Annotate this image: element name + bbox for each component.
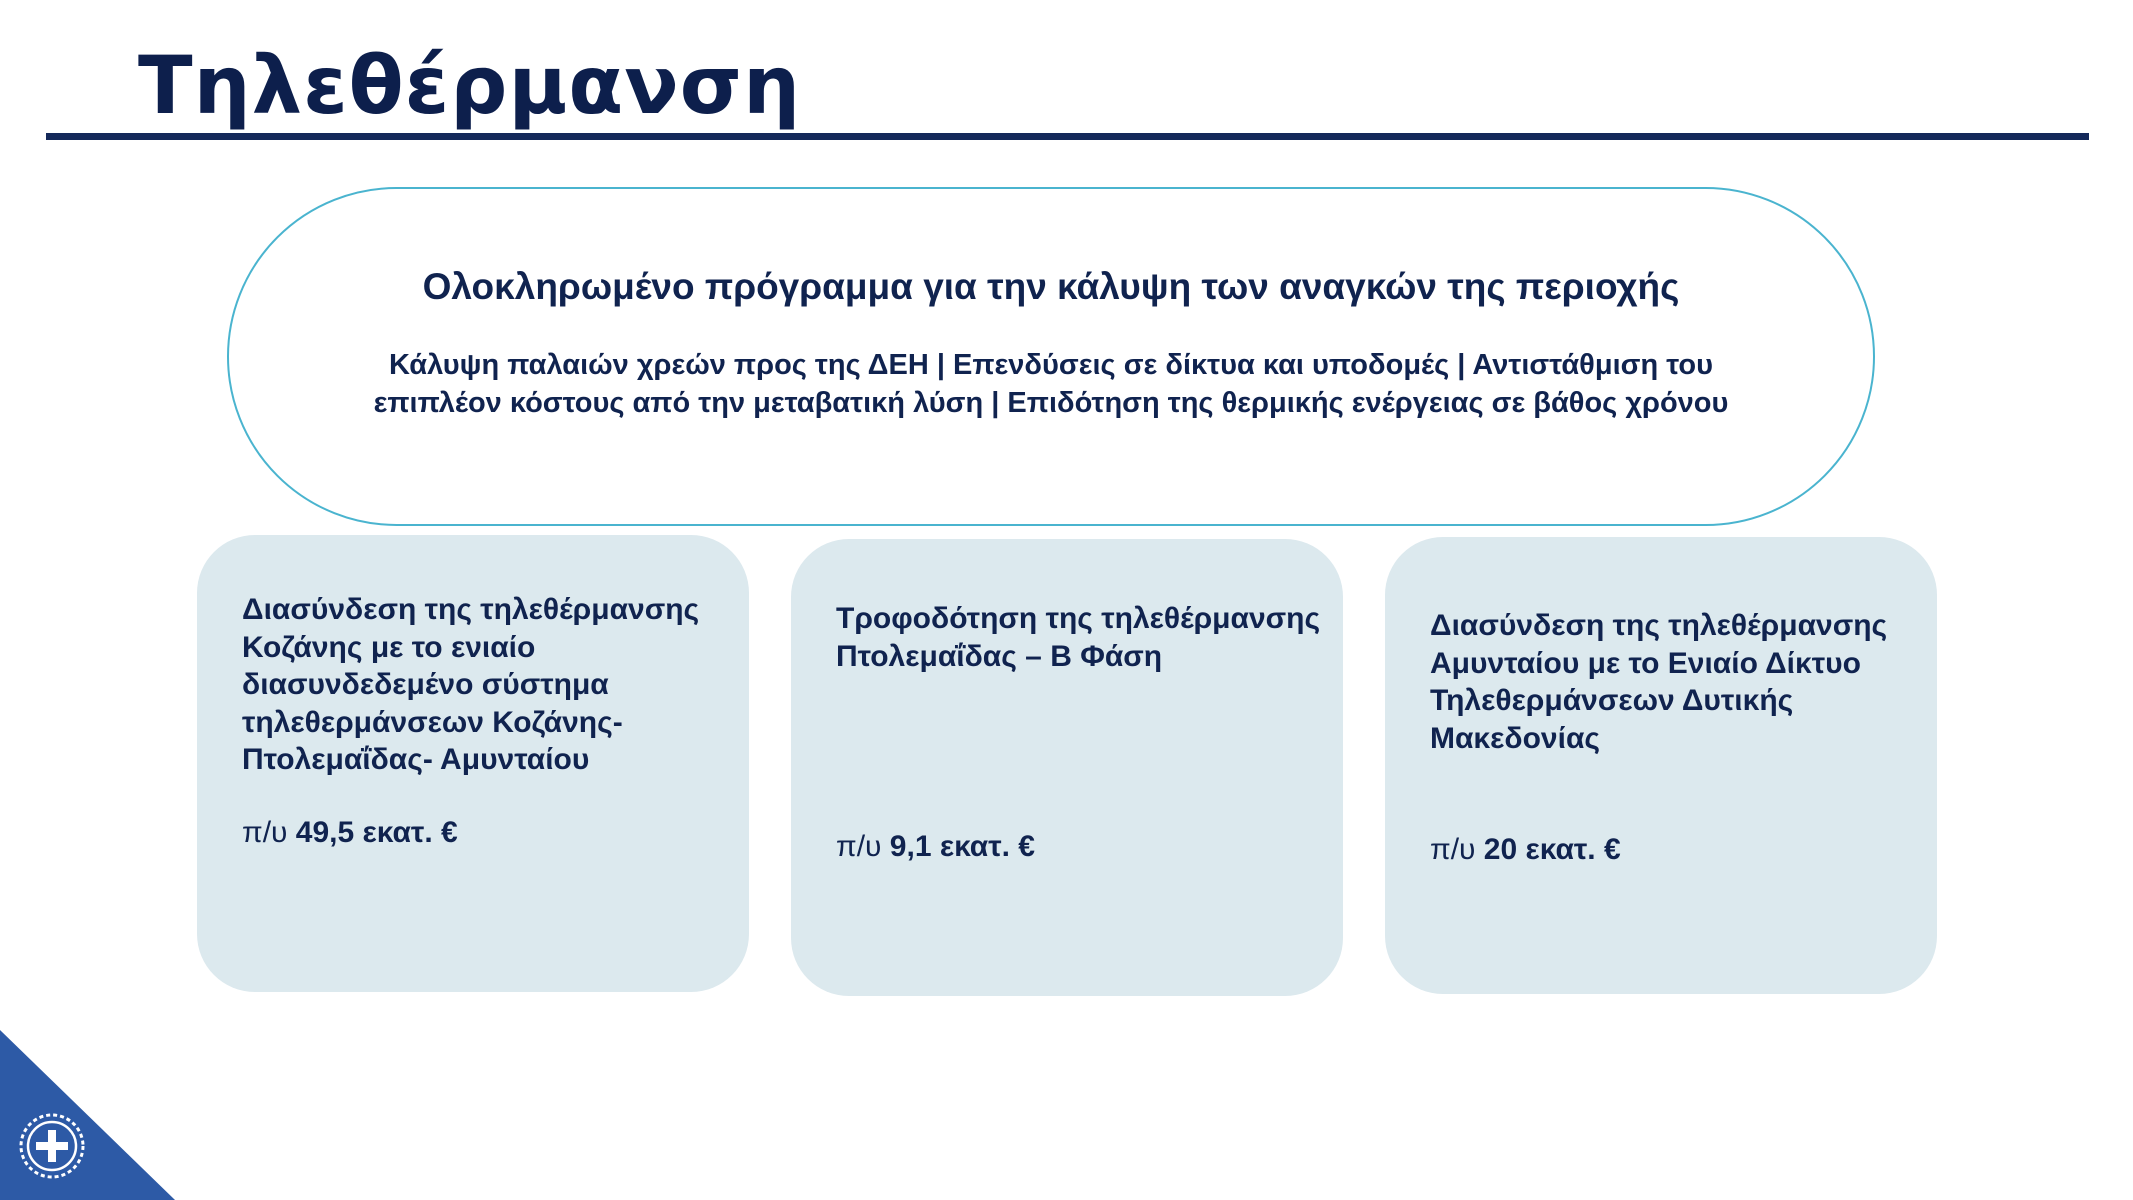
corner-decoration xyxy=(0,1030,175,1200)
budget-prefix: π/υ xyxy=(836,830,882,863)
project-title: Διασύνδεση της τηλεθέρμανσης Κοζάνης με το ενιαίο διασυνδεδεμένο σύστημα τηλεθερμάνσεων Κοζάνης-Πτολεμαΐδας- Αμυνταίου xyxy=(242,593,700,776)
summary-body-line-1: Κάλυψη παλαιών χρεών προς της ΔΕΗ | Επενδύσεις σε δίκτυα και υποδομές | Αντιστάθμιση του xyxy=(388,349,1713,381)
project-title: Διασύνδεση της τηλεθέρμανσης Αμυνταίου με το Ενιαίο Δίκτυο Τηλεθερμάνσεων Δυτικής Μακεδονίας xyxy=(1430,609,1888,755)
title-divider xyxy=(46,133,2089,140)
budget-value: 49,5 εκατ. € xyxy=(295,816,458,849)
budget-value: 9,1 εκατ. € xyxy=(889,830,1035,863)
project-budget xyxy=(1430,831,1621,869)
budget-prefix: π/υ xyxy=(1430,833,1476,866)
project-title: Τροφοδότηση της τηλεθέρμανσης Πτολεμαΐδας – Β Φάση xyxy=(836,602,1321,673)
summary-pill xyxy=(227,187,1875,526)
page-title: Τηλεθέρμανση xyxy=(138,39,802,132)
budget-value: 20 εκατ. € xyxy=(1483,833,1621,866)
project-budget xyxy=(242,814,458,852)
project-card-ptolemaida xyxy=(791,539,1343,996)
summary-body xyxy=(309,346,1793,422)
project-card-kozani xyxy=(197,535,749,992)
project-card-amyntaio xyxy=(1385,537,1937,994)
budget-prefix: π/υ xyxy=(242,816,288,849)
summary-heading: Ολοκληρωμένο πρόγραμμα για την κάλυψη των αναγκών της περιοχής xyxy=(422,266,1680,307)
project-budget xyxy=(836,828,1035,866)
summary-body-line-2: επιπλέον κόστους από την μεταβατική λύση | Επιδότηση της θερμικής ενέργειας σε βάθος χρόνου xyxy=(373,387,1729,419)
